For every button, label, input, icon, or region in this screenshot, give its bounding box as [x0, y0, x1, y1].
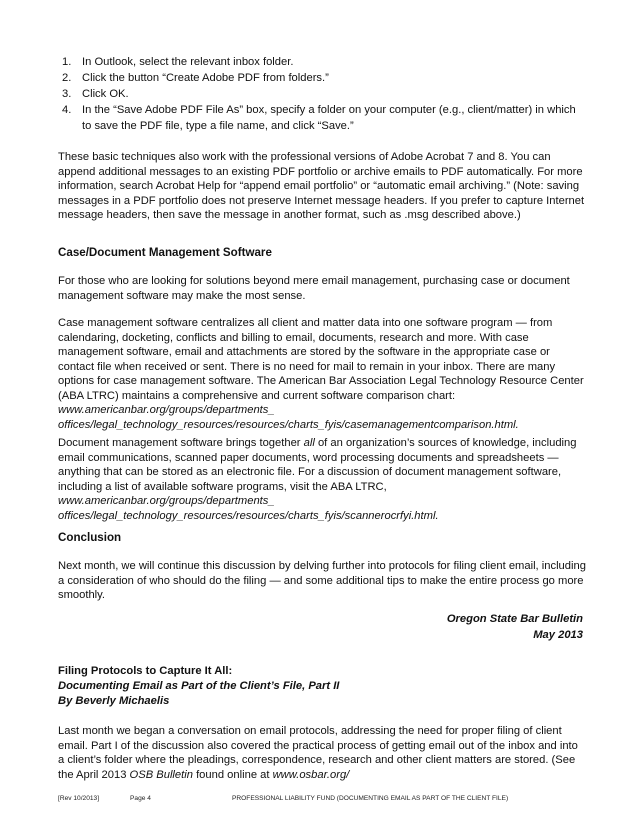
list-text: In Outlook, select the relevant inbox folder. [82, 56, 294, 68]
list-text: In the “Save Adobe PDF File As” box, specify a folder on your computer (e.g., client/matter) in which to save the PDF file, type a file name, and click “Save.” [82, 104, 576, 132]
intro-paragraph [58, 724, 586, 782]
case-management-text: Case management software centralizes all client and matter data into one software program — from calendaring, docketing, conflicts and billing to email, documents, research and more. With case management software, email and attachments are stored by the software in the appropriate case or contact file when received or sent. There is no need for mail to remain in your inbox. There are many options for case management software. The American Bar Association Legal Technology Resource Center (ABA LTRC) maintains a comprehensive and current software comparison chart: [58, 317, 584, 402]
document-management-paragraph [58, 436, 586, 523]
article-header [58, 664, 339, 709]
conclusion-heading: Conclusion [58, 531, 122, 544]
list-number: 4. [62, 104, 72, 116]
list-text: Click OK. [82, 88, 129, 100]
article-title: Filing Protocols to Capture It All: [58, 665, 233, 677]
signature-date: May 2013 [533, 629, 583, 641]
beyond-email-paragraph: For those who are looking for solutions beyond mere email management, purchasing case or document management software may make the most sense. [58, 275, 570, 302]
list-item [62, 70, 582, 86]
footer-revision: [Rev 10/2013] [58, 795, 100, 802]
list-item [62, 86, 582, 102]
footer-title: PROFESSIONAL LIABILITY FUND (DOCUMENTING EMAIL AS PART OF THE CLIENT FILE) [232, 795, 509, 802]
doc-link-part2[interactable]: offices/legal_technology_resources/resources/charts_fyis/scannerocrfyi.html. [58, 509, 439, 522]
case-management-heading: Case/Document Management Software [58, 246, 272, 259]
intro-text-a: Last month we began a conversation on email protocols, addressing the need for proper filing of client email. Part I of the discussion also covered the practical process of getting email out of the inbox and into a client’s folder where the pleadings, correspondence, research and other client matters are stored. (See the April 2013 [58, 725, 578, 781]
list-item [62, 102, 582, 134]
case-chart-link-part2[interactable]: offices/legal_technology_resources/resources/charts_fyis/casemanagementcomparison.html. [58, 418, 519, 431]
list-number: 3. [62, 88, 72, 100]
list-text: Click the button “Create Adobe PDF from folders.” [82, 72, 329, 84]
doc-link-part1[interactable]: www.americanbar.org/groups/departments_ [58, 495, 275, 507]
case-chart-link-part1[interactable]: www.americanbar.org/groups/departments_ [58, 404, 275, 416]
steps-list [62, 54, 582, 134]
article-author: By Beverly Michaelis [58, 695, 170, 707]
signature-publication: Oregon State Bar Bulletin [446, 613, 583, 625]
acrobat-paragraph: These basic techniques also work with the professional versions of Adobe Acrobat 7 and 8. You can append additional messages to an existing PDF portfolio or archive emails to PDF automatically. For more information, search Acrobat Help for “append email portfolio” or “automatic email archiving.” (Note: saving messages in a PDF portfolio does not preserve Internet message headers. If you prefer to capture Internet message headers, then save the message in another format, such as .msg described above.) [58, 151, 585, 221]
doc-text-a: Document management software brings together [58, 437, 304, 449]
emphasis-all: all [303, 437, 315, 449]
list-number: 2. [62, 72, 72, 84]
list-number: 1. [62, 56, 72, 68]
osbar-link[interactable]: www.osbar.org/ [272, 768, 350, 781]
osb-bulletin-title: OSB Bulletin [129, 768, 193, 781]
article-subtitle: Documenting Email as Part of the Client’s File, Part II [58, 680, 340, 692]
doc-text-b: of an organization’s sources of knowledge, including email communications, scanned paper documents, word processing documents and spreadsheets — anything that can be stored as an electronic file. For a discussion of document management software, including a list of available software programs, visit the ABA LTRC, [58, 437, 577, 493]
intro-text-b: found online at [192, 768, 273, 781]
footer-page-number: Page 4 [130, 795, 151, 802]
conclusion-paragraph: Next month, we will continue this discussion by delving further into protocols for filing client email, including a consideration of who should do the filing — and some additional tips to make the entire process go more smoothly. [58, 560, 586, 601]
case-management-paragraph [58, 316, 586, 432]
list-item [62, 54, 582, 70]
